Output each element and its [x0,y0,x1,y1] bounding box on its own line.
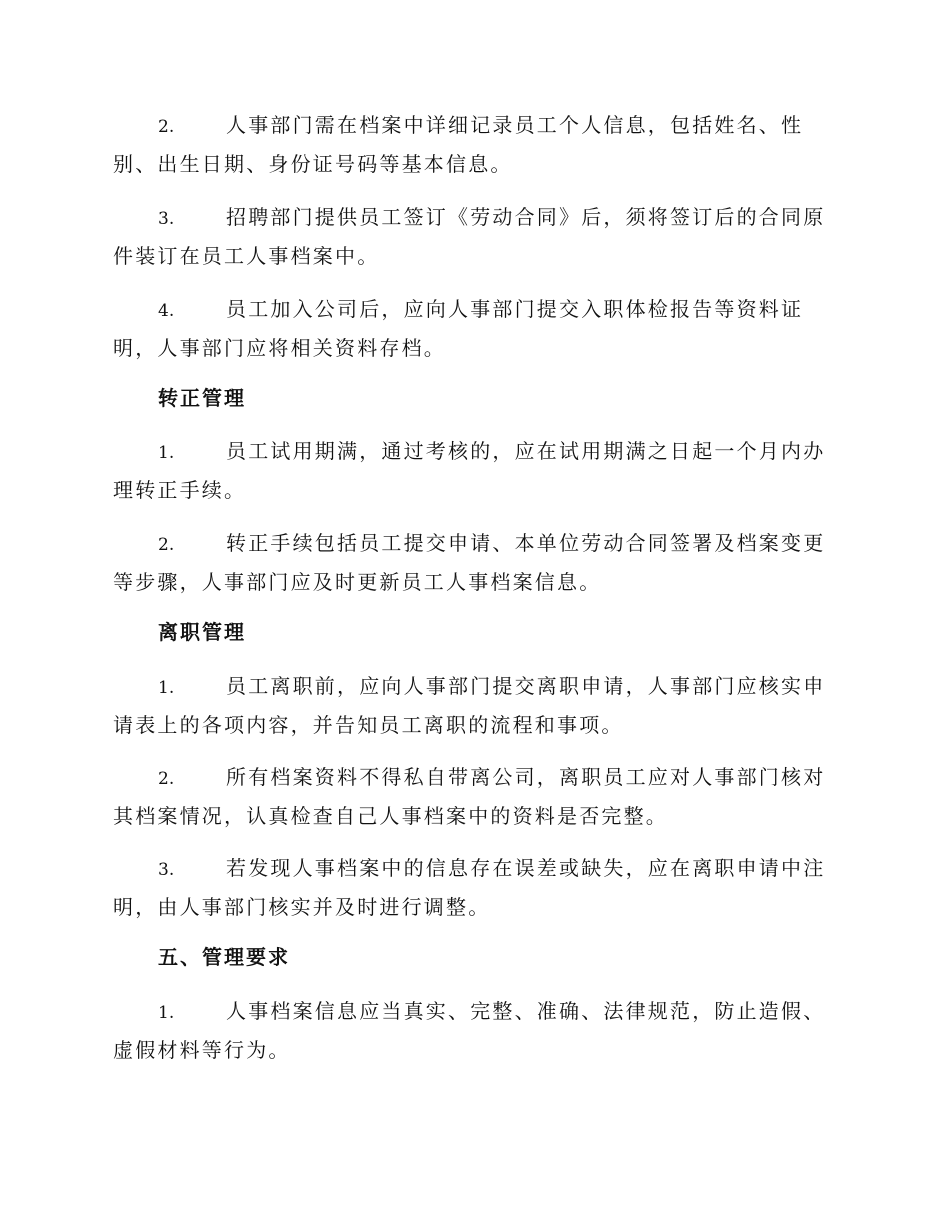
list-item [113,107,833,183]
list-item [113,291,833,367]
item-number: 3. [158,860,175,880]
list-item [113,525,833,601]
item-number: 4. [158,301,175,321]
item-number: 2. [158,535,175,555]
item-text: 若发现人事档案中的信息存在误差或缺失，应在离职申请中注明，由人事部门核实并及时进行调整。 [113,856,826,919]
item-number: 2. [158,769,175,789]
item-text: 招聘部门提供员工签订《劳动合同》后，须将签订后的合同原件装订在员工人事档案中。 [113,205,826,268]
item-text: 员工加入公司后，应向人事部门提交入职体检报告等资料证明，人事部门应将相关资料存档。 [113,297,804,360]
item-number: 1. [158,1003,175,1023]
list-item [113,433,833,509]
list-item [113,759,833,835]
item-number: 1. [158,443,175,463]
list-item [113,668,833,744]
item-text: 员工离职前，应向人事部门提交离职申请，人事部门应核实申请表上的各项内容，并告知员工离职的流程和事项。 [113,674,826,737]
list-item [113,993,833,1069]
section-heading: 转正管理 [158,386,246,410]
section-heading: 五、管理要求 [158,945,290,969]
section-heading: 离职管理 [158,620,246,644]
item-number: 1. [158,678,175,698]
item-text: 人事部门需在档案中详细记录员工个人信息，包括姓名、性别、出生日期、身份证号码等基本信息。 [113,113,804,176]
list-item [113,850,833,926]
item-number: 3. [158,209,175,229]
item-text: 人事档案信息应当真实、完整、准确、法律规范，防止造假、虚假材料等行为。 [113,999,826,1062]
list-item [113,199,833,275]
item-text: 所有档案资料不得私自带离公司，离职员工应对人事部门核对其档案情况，认真检查自己人事档案中的资料是否完整。 [113,765,826,828]
item-text: 转正手续包括员工提交申请、本单位劳动合同签署及档案变更等步骤，人事部门应及时更新员工人事档案信息。 [113,531,826,594]
item-number: 2. [158,117,175,137]
item-text: 员工试用期满，通过考核的，应在试用期满之日起一个月内办理转正手续。 [113,439,826,502]
